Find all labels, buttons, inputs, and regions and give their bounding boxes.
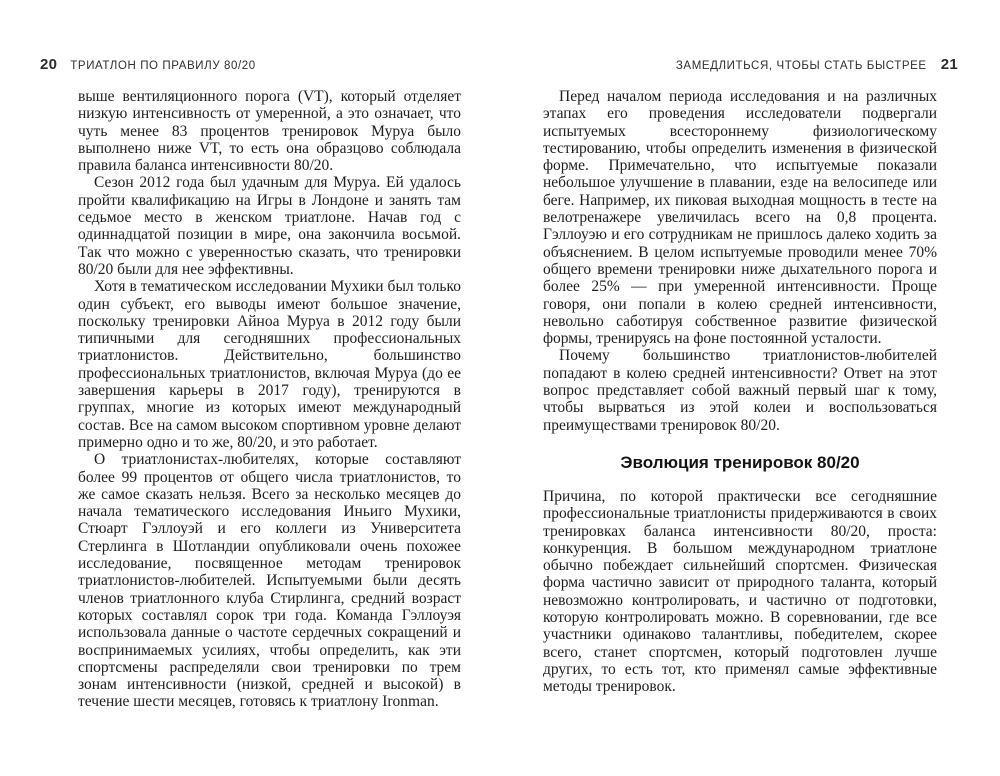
page-body-right	[543, 88, 937, 696]
running-head-title-right: ЗАМЕДЛИТЬСЯ, ЧТОБЫ СТАТЬ БЫСТРЕЕ	[675, 60, 927, 72]
paragraph: выше вентиляционного порога (VT), который отделяет низкую интенсивность от умеренной, а это означает, что чуть менее 83 процентов тренировок Муруа было выполнено ниже VT, то есть она образцово соблюдала правила баланса интенсивности 80/20.	[78, 88, 461, 175]
running-head-left	[40, 56, 461, 73]
paragraph: Причина, по которой практически все сегодняшние профессиональные триатлонисты придерживаются в своих тренировках баланса интенсивности 80/20, проста: конкуренция. В большом международном триатлоне обычно побеждает сильнейший спортсмен. Физическая форма частично зависит от природного таланта, который невозможно контролировать, и частично от подготовки, которую контролировать можно. В соревновании, где все участники одинаково талантливы, победителем, скорее всего, станет спортсмен, который подготовлен лучше других, то есть тот, кто применял самые эффективные методы тренировок.	[543, 487, 937, 696]
paragraph: Перед началом периода исследования и на различных этапах его проведения исследователи подвергали испытуемых всестороннему физиологическому тестированию, чтобы определить изменения в физической форме. Примечательно, что испытуемые показали небольшое улучшение в плавании, езде на велосипеде или беге. Например, их пиковая выходная мощность в тесте на велотренажере увеличилась всего на 0,8 процента. Гэллоуэю и его сотрудникам не пришлось далеко ходить за объяснением. В целом испытуемые проводили менее 70% общего времени тренировки ниже дыхательного порога и более 25% — при умеренной интенсивности. Проще говоря, они попали в колею средней интенсивности, невольно саботируя собственное развитие физической формы, тренируясь на фоне постоянной усталости.	[543, 88, 937, 348]
page-right	[543, 56, 958, 696]
running-head-right	[543, 56, 958, 73]
page-number-left: 20	[40, 56, 58, 73]
page-left	[40, 56, 461, 711]
paragraph: Сезон 2012 года был удачным для Муруа. Ей удалось пройти квалификацию на Игры в Лондоне и занять там седьмое место в женском триатлоне. Начав год с одиннадцатой позиции в мире, она закончила восьмой. Так что можно с уверенностью сказать, что тренировки 80/20 были для нее эффективны.	[78, 174, 461, 278]
running-head-title-left: ТРИАТЛОН ПО ПРАВИЛУ 80/20	[70, 60, 256, 72]
paragraph: Хотя в тематическом исследовании Мухики был только один субъект, его выводы имеют большое значение, поскольку тренировки Айноа Муруа в 2012 году были типичными для сегодняшних профессиональных триатлонистов. Действительно, большинство профессиональных триатлонистов, включая Муруа (до ее завершения карьеры в 2017 году), тренируются в группах, многие из которых имеют международный состав. Все на самом высоком спортивном уровне делают примерно одно и то же, 80/20, и это работает.	[78, 278, 461, 451]
section-heading: Эволюция тренировок 80/20	[620, 452, 860, 472]
paragraph: О триатлонистах-любителях, которые составляют более 99 процентов от общего числа триатлонистов, то же самое сказать нельзя. Всего за несколько месяцев до начала тематического исследования Иньиго Мухики, Стюарт Гэллоуэй и его коллеги из Университета Стерлинга в Шотландии опубликовали очень похожее исследование, посвященное методам тренировок триатлонистов-любителей. Испытуемыми были десять членов триатлонного клуба Стирлинга, средний возраст которых составлял сорок три года. Команда Гэллоуэя использовала данные о частоте сердечных сокращений и воспринимаемых усилиях, чтобы определить, как эти спортсмены распределяли свои тренировки по трем зонам интенсивности (низкой, средней и высокой) в течение шести месяцев, готовясь к триатлону Ironman.	[78, 451, 461, 711]
page-body-left	[78, 88, 461, 711]
paragraph: Почему большинство триатлонистов-любителей попадают в колею средней интенсивности? Ответ на этот вопрос представляет собой важный первый шаг к тому, чтобы вырваться из этой колеи и воспользоваться преимуществами тренировок 80/20.	[543, 347, 937, 434]
page-number-right: 21	[940, 56, 958, 73]
